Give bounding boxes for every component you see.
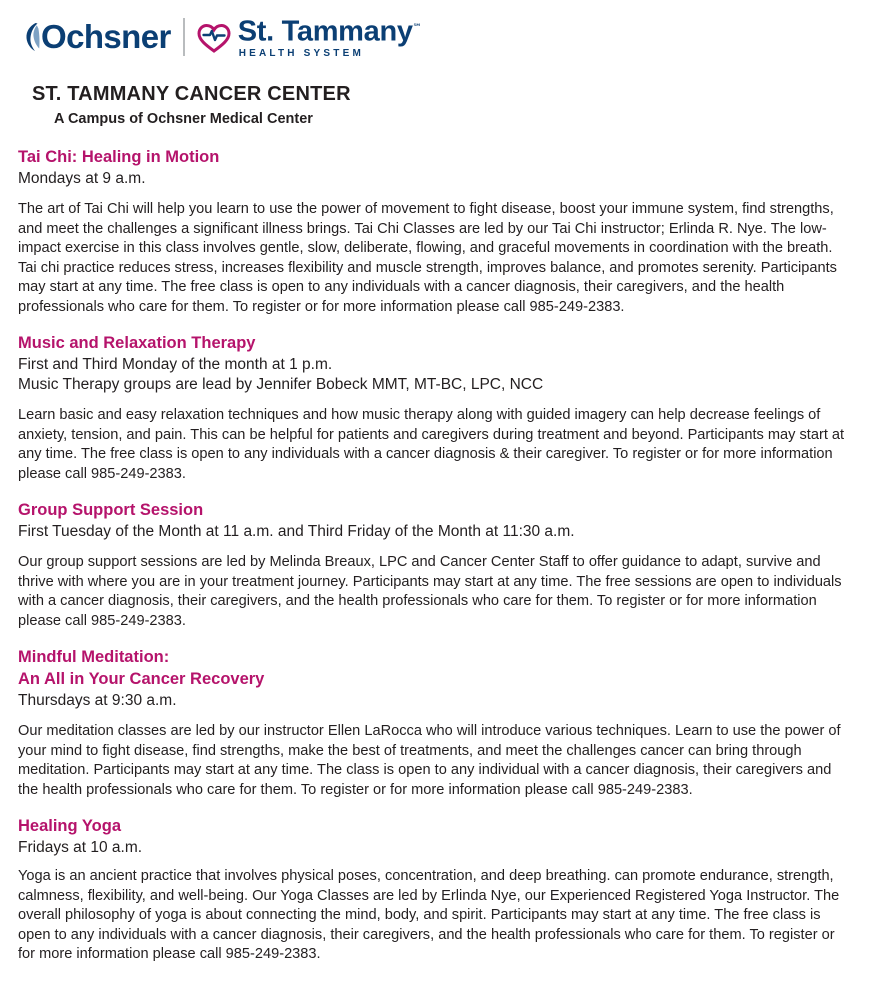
title-block bbox=[32, 82, 857, 129]
ochsner-swoosh-icon bbox=[24, 22, 40, 52]
st-tammany-tagline: HEALTH SYSTEM bbox=[238, 47, 364, 59]
section-schedule: Fridays at 10 a.m. bbox=[18, 839, 143, 856]
section-tai-chi bbox=[18, 147, 851, 317]
section-group-support bbox=[18, 500, 851, 631]
section-description: Learn basic and easy relaxation techniques and how music therapy along with guided imagery can help decrease feelings of anxiety, tension, and pain. This can be helpful for patients and caregivers during treatment and beyond. Participants may start at any time. The free class is open to any individuals with a cancer diagnosis & their caregiver. To register or for more information please call 985-249-2383. bbox=[18, 407, 845, 482]
trademark-symbol: ℠ bbox=[412, 22, 422, 33]
st-tammany-name bbox=[238, 13, 422, 47]
heart-icon bbox=[197, 23, 231, 53]
page-title: ST. TAMMANY CANCER CENTER bbox=[32, 83, 351, 105]
page-subtitle: A Campus of Ochsner Medical Center bbox=[54, 111, 313, 127]
st-tammany-text bbox=[238, 13, 422, 61]
logo-divider bbox=[183, 18, 185, 56]
section-heading-line2: An All in Your Cancer Recovery bbox=[18, 670, 265, 688]
sections-list bbox=[18, 147, 857, 965]
section-schedule: Mondays at 9 a.m. bbox=[18, 170, 146, 187]
section-schedule: First Tuesday of the Month at 11 a.m. and Third Friday of the Month at 11:30 a.m. bbox=[18, 523, 575, 540]
section-description: Our meditation classes are led by our instructor Ellen LaRocca who will introduce various techniques. Learn to use the power of your mind to fight disease, find strengths, make the best of treatments, and meet the challenges cancer can bring through meditation. Participants may start at any time. The class is open to any individual with a cancer diagnosis, their caregivers and the health professionals who care for them. To register or for more information please call 985-249-2383. bbox=[18, 723, 841, 798]
section-schedule: Thursdays at 9:30 a.m. bbox=[18, 692, 177, 709]
st-tammany-logo bbox=[197, 13, 422, 61]
ochsner-logo bbox=[24, 20, 171, 54]
section-heading: Music and Relaxation Therapy bbox=[18, 334, 256, 352]
section-music-relaxation-therapy bbox=[18, 333, 851, 484]
section-heading: Group Support Session bbox=[18, 501, 204, 519]
st-tammany-name-text: St. Tammany bbox=[237, 15, 413, 48]
section-description: Yoga is an ancient practice that involves physical poses, concentration, and deep breathing. can promote endurance, strength, calmness, flexibility, and well-being. Our Yoga Classes are led by Erlinda Nye, our Experienced Registered Yoga Instructor. The overall philosophy of yoga is about connecting the mind, body, and spirit. Participants may start at any time. The free class is open to any individuals with a cancer diagnosis, their caregivers, and the health professionals who care for them. To register or for more information please call 985-249-2383. bbox=[18, 868, 840, 962]
section-heading: Mindful Meditation: bbox=[18, 648, 170, 666]
section-description: The art of Tai Chi will help you learn to use the power of movement to fight disease, boost your immune system, find strengths, and meet the challenges a significant illness brings. Tai Chi Classes are led by our Tai Chi instructor; Erlinda R. Nye. The low-impact exercise in this class involves gentle, slow, deliberate, flowing, and graceful movements in coordination with the breath. Tai chi practice reduces stress, increases flexibility and muscle strength, improves balance, and promotes serenity. Participants may start at any time. The free class is open to any individuals with a cancer diagnosis, their caregivers, and the health professionals who care for them. To register or for more information please call 985-249-2383. bbox=[18, 201, 837, 315]
section-description: Our group support sessions are led by Melinda Breaux, LPC and Cancer Center Staff to offer guidance to adapt, survive and thrive with where you are in your treatment journey. Participants may start at any time. The free sessions are open to individuals with a cancer diagnosis, their caregivers, and the health professionals who care for them. To register or for more information please call 985-249-2383. bbox=[18, 554, 842, 629]
section-mindful-meditation bbox=[18, 647, 851, 800]
section-facilitator: Music Therapy groups are lead by Jennifer Bobeck MMT, MT-BC, LPC, NCC bbox=[18, 376, 544, 393]
section-schedule: First and Third Monday of the month at 1 p.m. bbox=[18, 356, 333, 373]
section-healing-yoga bbox=[18, 816, 851, 965]
ochsner-wordmark: Ochsner bbox=[41, 18, 171, 55]
brand-logo-lockup bbox=[24, 14, 857, 60]
section-heading: Healing Yoga bbox=[18, 817, 121, 835]
section-heading: Tai Chi: Healing in Motion bbox=[18, 148, 220, 166]
